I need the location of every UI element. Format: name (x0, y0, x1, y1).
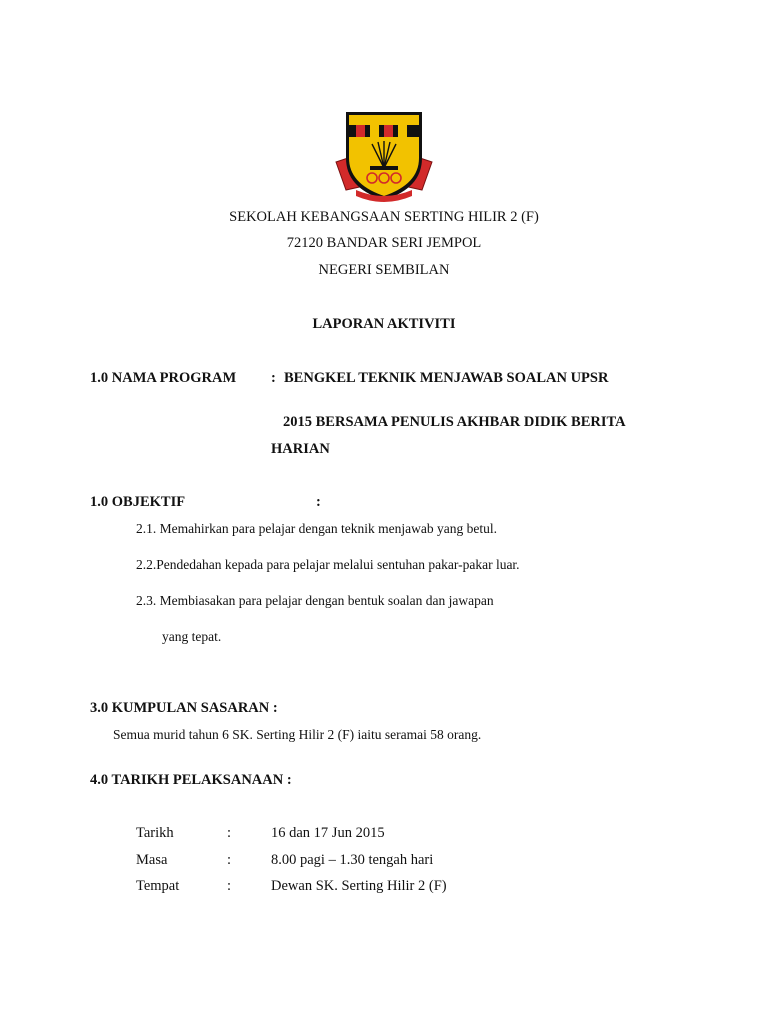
school-crest-icon (334, 110, 434, 202)
school-name: SEKOLAH KEBANGSAAN SERTING HILIR 2 (F) (229, 209, 539, 225)
implementation-label: 4.0 TARIKH PELAKSANAAN : (90, 772, 292, 788)
row-key: Tempat (136, 878, 180, 894)
school-address: 72120 BANDAR SERI JEMPOL (286, 235, 482, 251)
row-separator: : (227, 852, 232, 868)
program-label: 1.0 NAMA PROGRAM (90, 370, 237, 386)
target-group-label: 3.0 KUMPULAN SASARAN : (90, 700, 278, 716)
target-group-text: Semua murid tahun 6 SK. Serting Hilir 2 (F) iaitu seramai 58 orang. (113, 727, 482, 742)
objective-label: 1.0 OBJEKTIF (90, 494, 186, 510)
row-key: Tarikh (136, 825, 174, 841)
row-value: 8.00 pagi – 1.30 tengah hari (271, 852, 434, 868)
school-state: NEGERI SEMBILAN (318, 262, 450, 278)
row-separator: : (227, 825, 232, 841)
row-key: Masa (136, 852, 168, 868)
program-title-line1: BENGKEL TEKNIK MENJAWAB SOALAN UPSR (284, 370, 609, 386)
row-value: Dewan SK. Serting Hilir 2 (F) (271, 878, 447, 894)
program-title-line3: HARIAN (271, 441, 330, 457)
objective-item: 2.1. Memahirkan para pelajar dengan teknik menjawab yang betul. (136, 521, 497, 536)
program-separator: : (271, 370, 276, 386)
program-title-line2: 2015 BERSAMA PENULIS AKHBAR DIDIK BERITA (283, 414, 626, 430)
objective-separator: : (316, 494, 321, 510)
objective-item: 2.3. Membiasakan para pelajar dengan bentuk soalan dan jawapan (136, 593, 494, 608)
row-value: 16 dan 17 Jun 2015 (271, 825, 385, 841)
report-title: LAPORAN AKTIVITI (312, 316, 456, 332)
objective-item: 2.2.Pendedahan kepada para pelajar melalui sentuhan pakar-pakar luar. (136, 557, 520, 572)
row-separator: : (227, 878, 232, 894)
objective-item-continuation: yang tepat. (162, 629, 222, 644)
